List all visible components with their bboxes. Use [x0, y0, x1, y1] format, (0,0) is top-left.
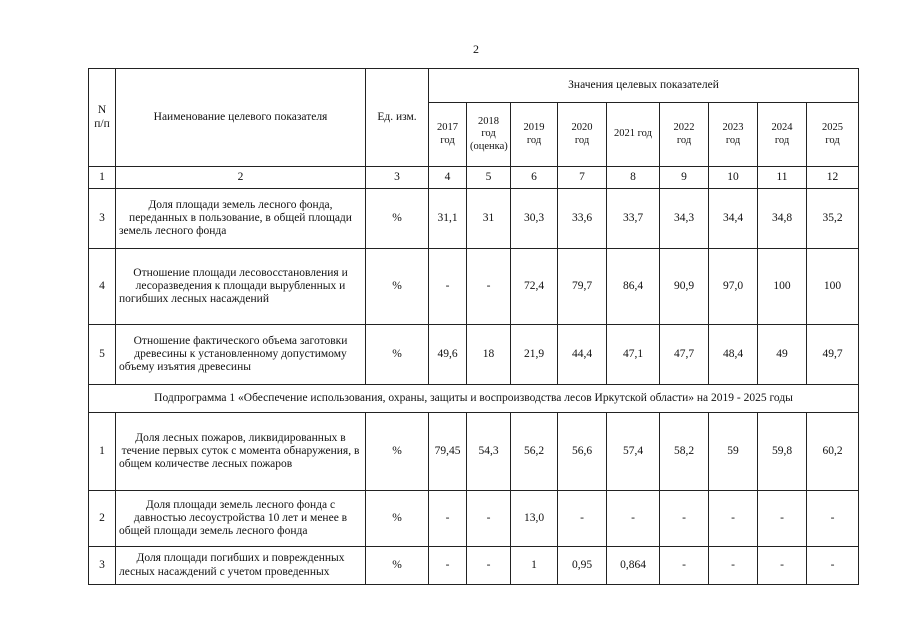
header-year: 2019 год: [511, 103, 558, 167]
indicator-value: -: [758, 491, 807, 547]
indicator-value: -: [429, 547, 467, 585]
indicator-value: -: [660, 491, 709, 547]
indicator-value: 60,2: [807, 413, 859, 491]
indicator-value: 13,0: [511, 491, 558, 547]
row-number: 3: [89, 547, 116, 585]
column-number: 11: [758, 167, 807, 189]
row-number: 3: [89, 189, 116, 249]
indicator-value: 79,45: [429, 413, 467, 491]
indicator-value: 18: [467, 325, 511, 385]
indicator-name: Доля площади погибших и поврежденных лесных насаждений с учетом проведенных: [116, 547, 366, 585]
indicator-value: 31: [467, 189, 511, 249]
header-year: 2025 год: [807, 103, 859, 167]
column-number: 4: [429, 167, 467, 189]
table-row: [89, 325, 859, 385]
indicator-value: -: [467, 249, 511, 325]
header-year: 2017 год: [429, 103, 467, 167]
column-number: 5: [467, 167, 511, 189]
unit: %: [366, 413, 429, 491]
target-indicators-table: [88, 68, 859, 585]
column-number: 6: [511, 167, 558, 189]
header-year: 2024 год: [758, 103, 807, 167]
indicator-value: 35,2: [807, 189, 859, 249]
indicator-value: 31,1: [429, 189, 467, 249]
unit: %: [366, 547, 429, 585]
indicator-value: 30,3: [511, 189, 558, 249]
indicator-value: 49: [758, 325, 807, 385]
indicator-value: 33,7: [607, 189, 660, 249]
indicator-value: 59: [709, 413, 758, 491]
indicator-name: Отношение фактического объема заготовки древесины к установленному допустимому объему изъятия древесины: [116, 325, 366, 385]
column-number: 8: [607, 167, 660, 189]
table-row: [89, 547, 859, 585]
indicator-value: 49,6: [429, 325, 467, 385]
header-year: 2022 год: [660, 103, 709, 167]
row-number: 1: [89, 413, 116, 491]
indicator-value: 0,864: [607, 547, 660, 585]
indicator-value: 34,4: [709, 189, 758, 249]
table-row: [89, 491, 859, 547]
indicator-value: -: [467, 491, 511, 547]
indicator-value: 48,4: [709, 325, 758, 385]
unit: %: [366, 249, 429, 325]
indicator-value: -: [607, 491, 660, 547]
indicator-value: 100: [807, 249, 859, 325]
indicator-value: 49,7: [807, 325, 859, 385]
header-year: 2023 год: [709, 103, 758, 167]
indicator-value: 44,4: [558, 325, 607, 385]
row-number: 2: [89, 491, 116, 547]
indicator-value: 57,4: [607, 413, 660, 491]
header-num: N п/п: [89, 69, 116, 167]
indicator-name: Доля лесных пожаров, ликвидированных в течение первых суток с момента обнаружения, в общем количестве лесных пожаров: [116, 413, 366, 491]
header-year: 2021 год: [607, 103, 660, 167]
unit: %: [366, 325, 429, 385]
indicator-value: -: [807, 547, 859, 585]
unit: %: [366, 189, 429, 249]
indicator-value: 21,9: [511, 325, 558, 385]
table-row: [89, 189, 859, 249]
row-number: 4: [89, 249, 116, 325]
indicator-value: -: [467, 547, 511, 585]
page-number: 2: [473, 42, 479, 56]
header-name: Наименование целевого показателя: [116, 69, 366, 167]
indicator-value: 34,3: [660, 189, 709, 249]
table-row: [89, 413, 859, 491]
table-row: [89, 249, 859, 325]
indicator-value: -: [429, 491, 467, 547]
indicator-value: 47,1: [607, 325, 660, 385]
indicator-value: 47,7: [660, 325, 709, 385]
row-number: 5: [89, 325, 116, 385]
indicator-value: 58,2: [660, 413, 709, 491]
indicator-value: 59,8: [758, 413, 807, 491]
indicator-value: 100: [758, 249, 807, 325]
column-number: 2: [116, 167, 366, 189]
column-number: 1: [89, 167, 116, 189]
header-unit: Ед. изм.: [366, 69, 429, 167]
column-number: 3: [366, 167, 429, 189]
indicator-value: -: [660, 547, 709, 585]
header-year: 2020 год: [558, 103, 607, 167]
indicator-value: -: [709, 491, 758, 547]
column-number: 12: [807, 167, 859, 189]
column-number: 7: [558, 167, 607, 189]
indicator-name: Доля площади земель лесного фонда с давностью лесоустройства 10 лет и менее в общей площади земель лесного фонда: [116, 491, 366, 547]
indicator-value: 86,4: [607, 249, 660, 325]
column-number: 10: [709, 167, 758, 189]
column-number: 9: [660, 167, 709, 189]
indicator-value: -: [429, 249, 467, 325]
header-year: 2018 год (оценка): [467, 103, 511, 167]
indicator-value: 33,6: [558, 189, 607, 249]
indicator-value: 34,8: [758, 189, 807, 249]
indicator-value: 0,95: [558, 547, 607, 585]
indicator-value: -: [758, 547, 807, 585]
indicator-name: Отношение площади лесовосстановления и лесоразведения к площади вырубленных и погибших лесных насаждений: [116, 249, 366, 325]
indicator-value: -: [709, 547, 758, 585]
indicator-value: 54,3: [467, 413, 511, 491]
indicator-value: -: [558, 491, 607, 547]
indicator-value: 56,2: [511, 413, 558, 491]
indicator-value: 72,4: [511, 249, 558, 325]
indicator-name: Доля площади земель лесного фонда, переданных в пользование, в общей площади земель лесного фонда: [116, 189, 366, 249]
indicator-value: 90,9: [660, 249, 709, 325]
indicator-value: 1: [511, 547, 558, 585]
subprogram-title: Подпрограмма 1 «Обеспечение использования, охраны, защиты и воспроизводства лесов Иркутской области» на 2019 - 2025 годы: [89, 385, 859, 413]
header-values-title: Значения целевых показателей: [429, 69, 859, 103]
indicator-value: 56,6: [558, 413, 607, 491]
indicator-value: 79,7: [558, 249, 607, 325]
indicator-value: -: [807, 491, 859, 547]
indicator-value: 97,0: [709, 249, 758, 325]
unit: %: [366, 491, 429, 547]
